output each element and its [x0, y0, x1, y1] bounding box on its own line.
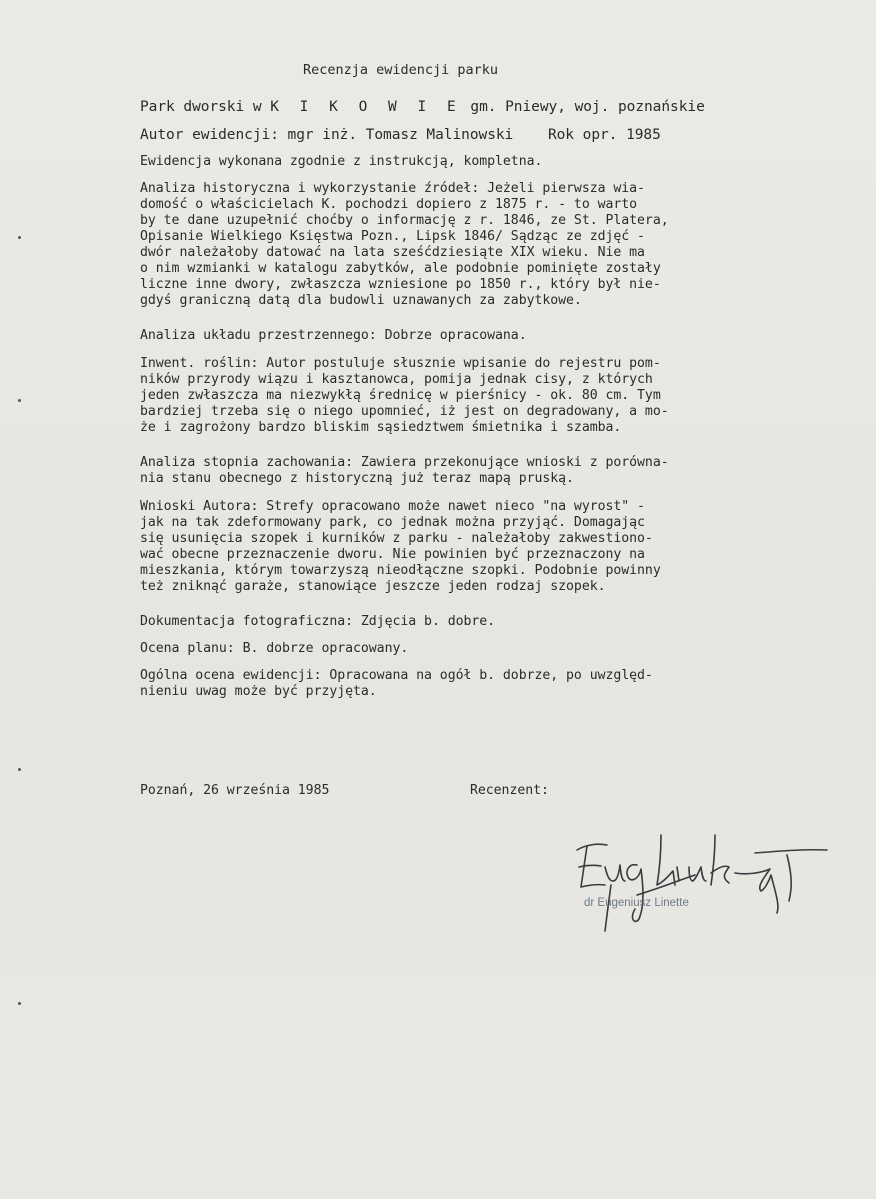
author-line: Autor ewidencji: mgr inż. Tomasz Malinowski Rok opr. 1985 [140, 127, 661, 143]
paragraph-line: mieszkania, którym towarzyszą nieodłączne szopki. Podobnie powinny [140, 563, 661, 578]
paragraph-line: domość o właścicielach K. pochodzi dopiero z 1875 r. - to warto [140, 197, 638, 212]
park-prefix: Park dworski w [140, 99, 262, 115]
paragraph-line: jeden zwłaszcza ma niezwykłą średnicę w pierśnicy - ok. 80 cm. Tym [140, 388, 661, 403]
paragraph-line: jak na tak zdeformowany park, co jednak można przyjąć. Domagając [140, 515, 645, 530]
park-location: gm. Pniewy, woj. poznańskie [470, 99, 705, 115]
handwritten-signature [565, 815, 835, 935]
reviewer-label: Recenzent: [470, 783, 549, 798]
reviewer-name-stamp: dr Eugeniusz Linette [584, 897, 689, 909]
paragraph-line: nia stanu obecnego z historyczną już teraz mapą pruską. [140, 471, 574, 486]
paragraph-line: się usunięcia szopek i kurników z parku - należałoby zakwestiono- [140, 531, 653, 546]
punch-hole-mark [18, 236, 21, 239]
place-date: Poznań, 26 września 1985 [140, 783, 330, 798]
punch-hole-mark [18, 1002, 21, 1005]
paragraph-line: Opisanie Wielkiego Księstwa Pozn., Lipsk 1846/ Sądząc ze zdjęć - [140, 229, 645, 244]
paragraph-line: dwór należałoby datować na lata sześćdziesiąte XIX wieku. Nie ma [140, 245, 645, 260]
paragraph-line: bardziej trzeba się o niego upomnieć, iż jest on degradowany, a mo- [140, 404, 669, 419]
paragraph-line: gdyś graniczną datą dla budowli uznawanych za zabytkowe. [140, 293, 582, 308]
paragraph-line: o nim wzmianki w katalogu zabytków, ale podobnie pominięte zostały [140, 261, 661, 276]
park-name: K I K O W I E [270, 99, 462, 115]
paragraph-line: Wnioski Autora: Strefy opracowano może nawet nieco "na wyrost" - [140, 499, 645, 514]
paragraph-line: Inwent. roślin: Autor postuluje słusznie wpisanie do rejestru pom- [140, 356, 661, 371]
punch-hole-mark [18, 768, 21, 771]
paragraph-line: Analiza historyczna i wykorzystanie źródeł: Jeżeli pierwsza wia- [140, 181, 645, 196]
paragraph-line: że i zagrożony bardzo bliskim sąsiedztwem śmietnika i szamba. [140, 420, 622, 435]
paragraph-line: Analiza układu przestrzennego: Dobrze opracowana. [140, 328, 527, 343]
park-line [140, 99, 705, 115]
paragraph-line: nieniu uwag może być przyjęta. [140, 684, 377, 699]
paragraph-line: ników przyrody wiązu i kasztanowca, pomija jednak cisy, z których [140, 372, 653, 387]
paragraph-line: Ogólna ocena ewidencji: Opracowana na ogół b. dobrze, po uwzględ- [140, 668, 653, 683]
document-title: Recenzja ewidencji parku [303, 62, 499, 78]
paragraph-line: Ewidencja wykonana zgodnie z instrukcją, kompletna. [140, 154, 543, 169]
punch-hole-mark [18, 399, 21, 402]
paragraph-line: też zniknąć garaże, stanowiące jeszcze jeden rodzaj szopek. [140, 579, 606, 594]
paragraph-line: Dokumentacja fotograficzna: Zdjęcia b. dobre. [140, 614, 496, 629]
paragraph-line: wać obecne przeznaczenie dworu. Nie powinien być przeznaczony na [140, 547, 645, 562]
paragraph-line: by te dane uzupełnić choćby o informację z r. 1846, ze St. Platera, [140, 213, 669, 228]
paragraph-line: liczne inne dwory, zwłaszcza wzniesione po 1850 r., który był nie- [140, 277, 661, 292]
paragraph-line: Ocena planu: B. dobrze opracowany. [140, 641, 409, 656]
paragraph-line: Analiza stopnia zachowania: Zawiera przekonujące wnioski z porówna- [140, 455, 669, 470]
